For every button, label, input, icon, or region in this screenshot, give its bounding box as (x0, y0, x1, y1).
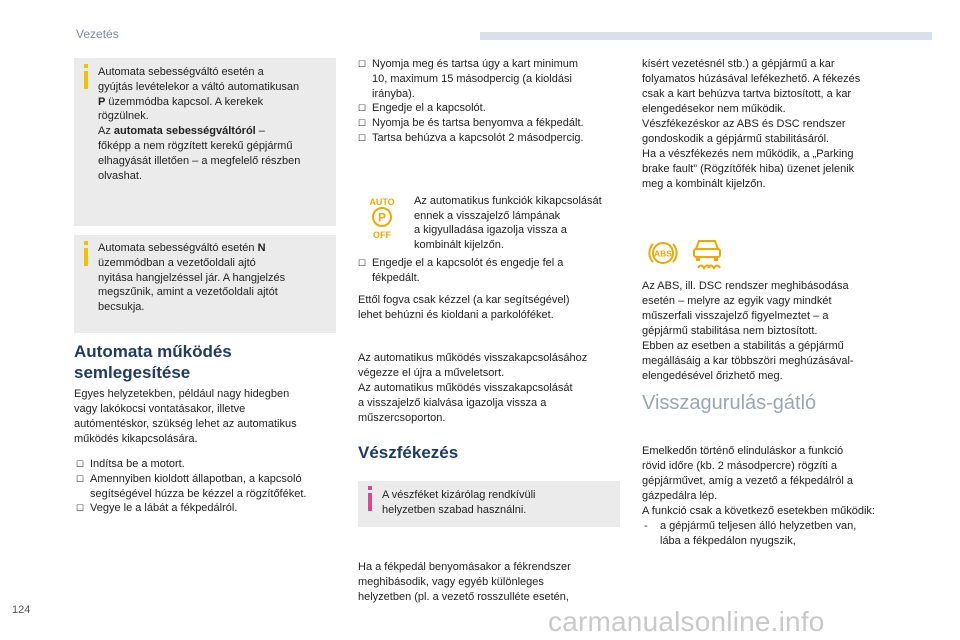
steps-list-1 (76, 457, 346, 516)
info-note-park (74, 58, 336, 226)
warning-note-dot (368, 486, 372, 490)
heading-hill-start-assist: Visszagurulás-gátló (642, 392, 817, 414)
checkbox-bullet-icon: ☐ (358, 132, 367, 143)
page-number: 124 (12, 604, 31, 616)
warning-note-text: A vészféket kizárólag rendkívüli helyzetben szabad használni. (382, 489, 536, 516)
checkbox-bullet-icon: ☐ (76, 473, 85, 484)
svg-text:P: P (377, 210, 387, 225)
info-note-bar (84, 248, 88, 266)
info-note-text: Automata sebességváltó esetén a gyújtás levételekor a váltó automatikusan P üzemmódba kapcsol. A kerekek rögzülnek. Az automata sebességváltóról – főképp a nem rögzített kerekű gépjármű elhagyását illetően – a megfelelő részben olvashat. (98, 66, 301, 182)
dash-bullet: - (644, 520, 648, 532)
info-note-neutral (74, 235, 336, 333)
heading-emergency-braking: Vészfékezés (358, 443, 459, 462)
svg-text:ABS: ABS (654, 248, 672, 259)
watermark: carmanualsonline.info (548, 606, 825, 637)
list-item: ☐ Engedje el a kapcsolót. (358, 102, 486, 115)
list-item: ☐ Amennyiben kioldott állapotban, a kapcsoló segítségével húzza be kézzel a rögzítőféket. (76, 472, 307, 500)
manual-only-paragraph: Ettől fogva csak kézzel (a kar segítségével) lehet behúzni és kioldani a parkolóféket. (358, 294, 570, 321)
info-note-dot (84, 64, 88, 68)
info-note-dot (84, 241, 88, 245)
checkbox-bullet-icon: ☐ (358, 258, 367, 268)
info-note-text: Automata sebességváltó esetén N üzemmódban a vezetőoldali ajtó nyitása hangjelzéssel jár. A hangjelzés megszűnik, amint a vezetőoldali ajtót becsukja. (98, 242, 286, 314)
warning-note (358, 481, 620, 527)
list-item: - a gépjármű teljesen álló helyzetben van, lába a fékpedálon nyugszik, (644, 520, 857, 547)
checkbox-bullet-icon: ☐ (76, 503, 85, 514)
abs-dsc-paragraph: Az ABS, ill. DSC rendszer meghibásodása esetén – melyre az egyik vagy mindkét műszerfali visszajelző figyelmeztet – a gépjármű stabilitása nem biztosított. Ebben az esetben a stabilitás a gépjármű megállásáig a kar többszöri meghúzásával- elengedésével őrizhető meg. (642, 280, 854, 382)
svg-text:OFF: OFF (373, 230, 391, 240)
info-note-bar (84, 71, 88, 89)
auto-off-indicator-text: Az automatikus funkciók kikapcsolását ennek a visszajelző lámpának a kigyulladása igazolja vissza a kombinált kijelzőn. (414, 195, 602, 251)
warning-note-bar (368, 493, 372, 511)
header-bar (480, 32, 932, 40)
checkbox-bullet-icon: ☐ (76, 459, 85, 469)
list-item: ☐ Indítsa be a motort. (76, 458, 185, 470)
list-item: ☐ Engedje el a kapcsolót és engedje fel a fékpedált. (358, 257, 564, 284)
abs-warning-icon (648, 238, 678, 268)
brake-failure-paragraph: Ha a fékpedál benyomásakor a fékrendszer meghibásodik, vagy egyéb különleges helyzetben (pl. a vezető rosszulléte esetén, (358, 561, 571, 603)
checkbox-bullet-icon: ☐ (358, 59, 367, 69)
emergency-brake-paragraph: kísért vezetésnél stb.) a gépjármű a kar folyamatos húzásával lefékezhető. A fékezés csak a kart behúzva tartva biztosított, a kar elengedésekor nem működik. Vészfékezéskor az ABS és DSC rendszer gondoskodik a gépjármű stabilitásáról. Ha a vészfékezés nem működik, a „Parking brake fault” (Rögzítőfék hiba) üzenet jelenik meg a kombinált kijelzőn. (642, 58, 861, 190)
auto-p-off-warning-icon (366, 196, 398, 240)
list-item: ☐ Tartsa behúzva a kapcsolót 2 másodpercig. (358, 131, 584, 144)
stability-control-icon (688, 235, 726, 271)
steps-list-3 (358, 256, 628, 286)
checkbox-bullet-icon: ☐ (358, 103, 367, 114)
list-item: ☐ Nyomja meg és tartsa úgy a kart minimum 10, maximum 15 másodpercig (a kioldási irányba). (358, 58, 579, 100)
intro-paragraph: Egyes helyzetekben, például nagy hidegben vagy lakókocsi vontatásakor, illetve autómentéskor, szükség lehet az automatikus működés kikapcsolására. (74, 388, 297, 445)
svg-text:AUTO: AUTO (369, 197, 395, 207)
section-title: Vezetés (76, 27, 119, 41)
reenable-paragraph: Az automatikus működés visszakapcsolásához végezze el újra a műveletsort. Az automatikus működés visszakapcsolását a visszajelző kialvása igazolja vissza a műszercsoporton. (358, 352, 588, 424)
checkbox-bullet-icon: ☐ (358, 118, 367, 129)
heading-auto-disable: Automata működés semlegesítése (74, 342, 232, 382)
hill-start-paragraph: Emelkedőn történő elinduláskor a funkció rövid időre (kb. 2 másodpercre) rögzíti a gépjárművet, amíg a vezető a fékpedálról a gázpedálra lép. A funkció csak a következő esetekben működik: (642, 445, 875, 517)
steps-list-2 (358, 57, 628, 146)
list-item: ☐ Nyomja be és tartsa benyomva a fékpedált. (358, 117, 584, 130)
list-item: ☐ Vegye le a lábát a fékpedálról. (76, 502, 238, 515)
